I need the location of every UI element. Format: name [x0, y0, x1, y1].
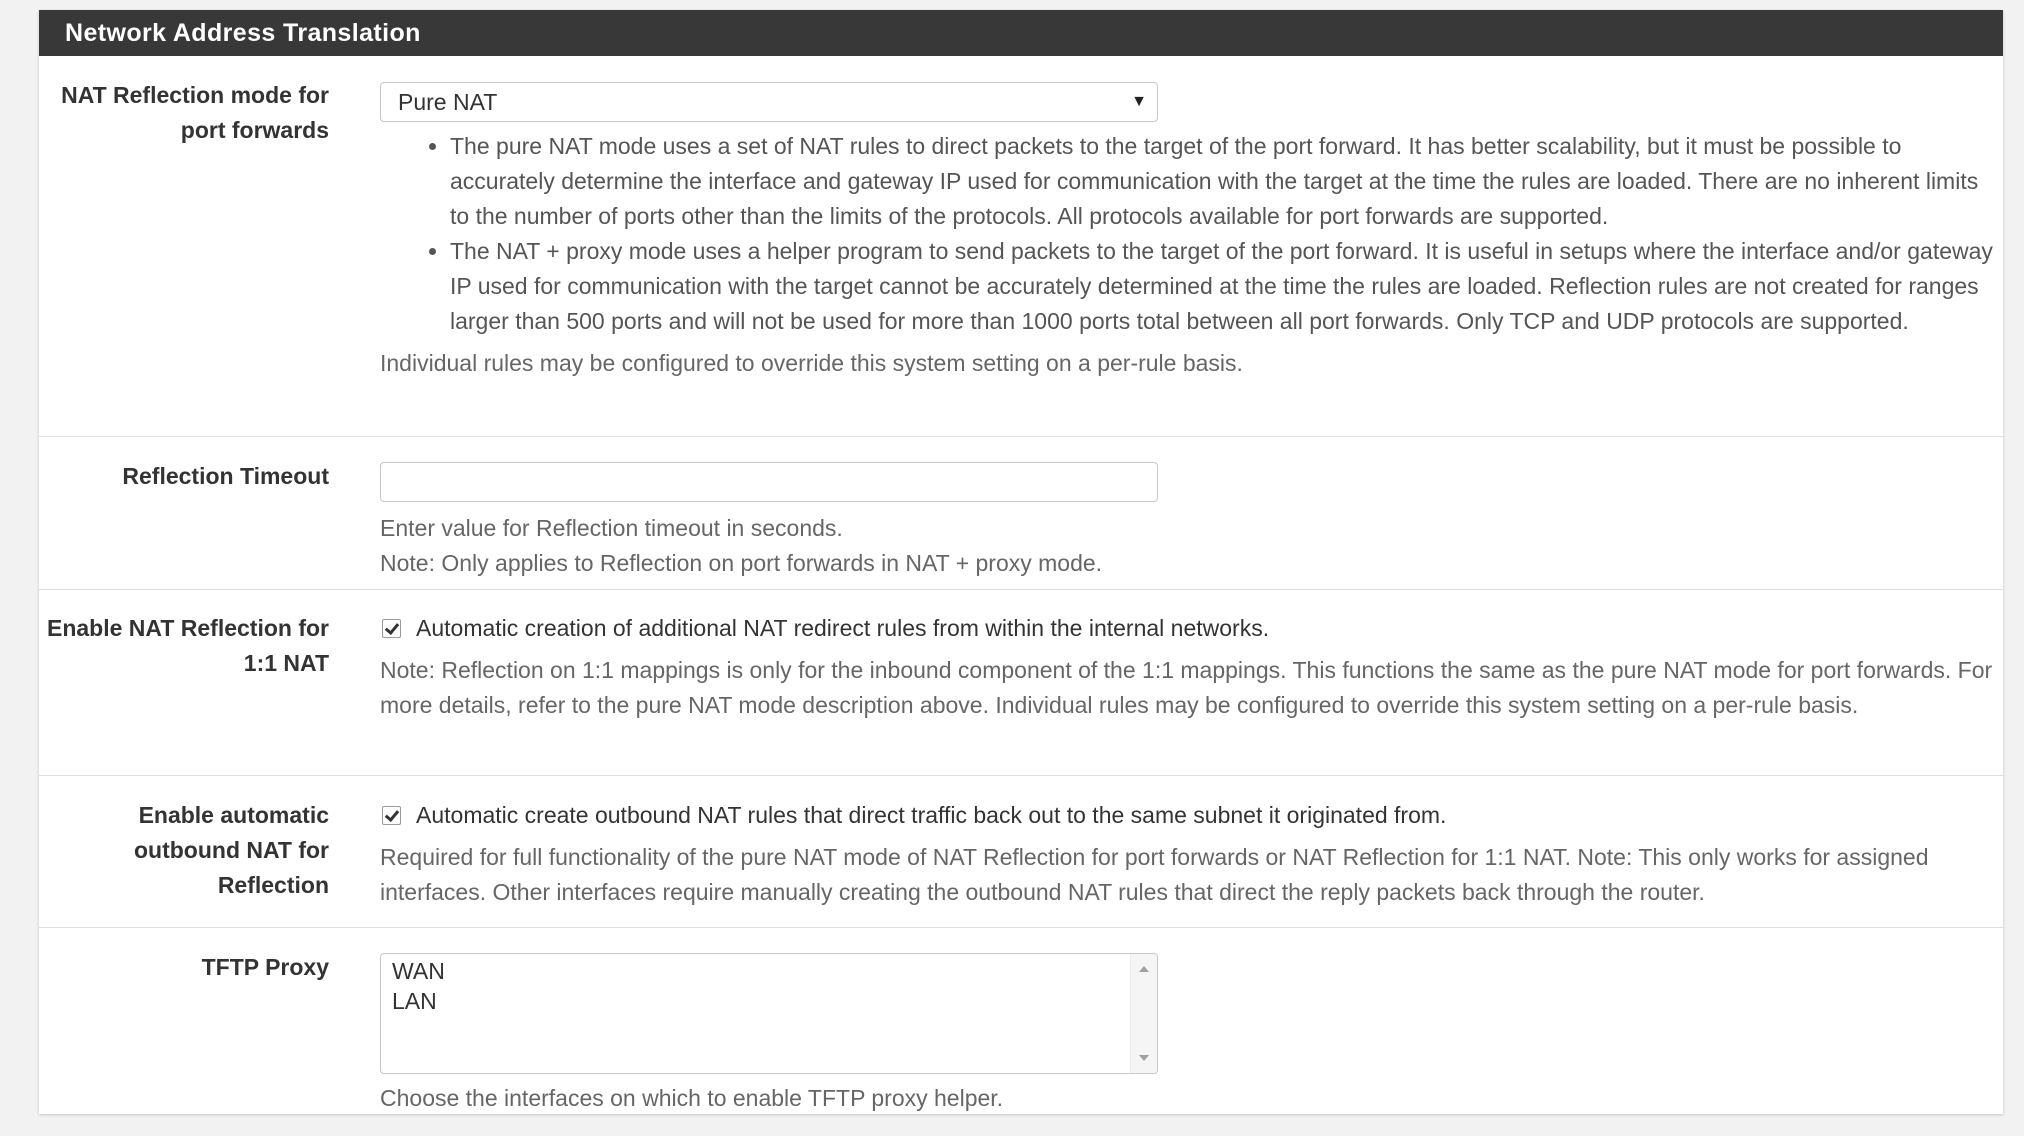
- tftp-proxy-label: TFTP Proxy: [201, 954, 329, 980]
- nat-reflection-1to1-option[interactable]: [380, 611, 1993, 646]
- label-line: Enable NAT Reflection for: [47, 615, 329, 641]
- label-line: Reflection: [217, 872, 329, 898]
- tftp-proxy-field: [380, 953, 1993, 1116]
- checkbox-label[interactable]: Automatic creation of additional NAT redirect rules from within the internal networks.: [416, 615, 1270, 641]
- checkmark-icon: [385, 620, 399, 635]
- scroll-up-icon[interactable]: [1139, 966, 1149, 972]
- auto-outbound-nat-field: [380, 798, 1993, 910]
- nat-panel: [39, 10, 2003, 1114]
- label-line: Enable automatic: [138, 802, 329, 828]
- label-line: port forwards: [180, 117, 329, 143]
- nat-reflection-1to1-checkbox[interactable]: [382, 619, 401, 638]
- nat-reflection-1to1-label: [39, 611, 329, 681]
- timeout-help-line: Enter value for Reflection timeout in seconds.: [380, 515, 843, 541]
- tftp-proxy-interface-list[interactable]: [380, 953, 1158, 1074]
- nat-reflection-mode-select[interactable]: [380, 82, 1158, 122]
- nat-reflection-mode-label: [39, 78, 329, 148]
- row-auto-outbound-nat: [39, 776, 2003, 928]
- row-nat-reflection-1to1: [39, 590, 2003, 776]
- reflection-timeout-label: Reflection Timeout: [122, 463, 329, 489]
- auto-outbound-nat-label: [39, 798, 329, 903]
- list-item[interactable]: LAN: [392, 988, 437, 1014]
- auto-outbound-nat-option[interactable]: [380, 798, 1993, 833]
- mode-help-text: Individual rules may be configured to override this system setting on a per-rule basis.: [380, 350, 1243, 376]
- row-nat-reflection-mode: [39, 56, 2003, 437]
- list-item: • The NAT + proxy mode uses a helper program to send packets to the target of the port forward. It is useful in setups where the interface and/or gateway IP used for communication with the target cannot be accurately determined at the time the rules are loaded. Reflection rules are not created for ranges larger than 500 ports and will not be used for more than 1000 ports total between all port forwards. Only TCP and UDP protocols are supported.: [450, 234, 1993, 339]
- list-item: • The pure NAT mode uses a set of NAT rules to direct packets to the target of the port forward. It has better scalability, but it must be possible to accurately determine the interface and gateway IP used for communication with the target at the time the rules are loaded. There are no inherent limits to the number of ports other than the limits of the protocols. All protocols available for port forwards are supported.: [450, 129, 1993, 234]
- label-line: outbound NAT for: [133, 837, 329, 863]
- reflection-timeout-field: [380, 462, 1993, 581]
- scrollbar[interactable]: [1130, 954, 1157, 1073]
- auto-outbound-nat-help: Required for full functionality of the pure NAT mode of NAT Reflection for port forwards or NAT Reflection for 1:1 NAT. Note: This only works for assigned interfaces. Other interfaces require manually creating the outbound NAT rules that direct the reply packets back through the router.: [380, 844, 1929, 905]
- mode-description-list: [380, 129, 1993, 339]
- select-value: Pure NAT: [398, 89, 498, 115]
- caret-down-icon: ▼: [1131, 93, 1147, 110]
- label-line: 1:1 NAT: [243, 650, 329, 676]
- row-reflection-timeout: [39, 437, 2003, 590]
- reflection-timeout-input[interactable]: [380, 462, 1158, 502]
- nat-reflection-mode-field: [380, 82, 1993, 381]
- scroll-down-icon[interactable]: [1139, 1055, 1149, 1061]
- nat-reflection-1to1-field: [380, 611, 1993, 723]
- tftp-proxy-help: Choose the interfaces on which to enable TFTP proxy helper.: [380, 1085, 1004, 1111]
- checkbox-label[interactable]: Automatic create outbound NAT rules that direct traffic back out to the same subnet it originated from.: [416, 802, 1447, 828]
- panel-title: Network Address Translation: [39, 10, 2003, 56]
- row-tftp-proxy: [39, 928, 2003, 1114]
- label-line: NAT Reflection mode for: [61, 82, 329, 108]
- auto-outbound-nat-checkbox[interactable]: [382, 806, 401, 825]
- nat-reflection-1to1-help: Note: Reflection on 1:1 mappings is only for the inbound component of the 1:1 mappings. This functions the same as the pure NAT mode for port forwards. For more details, refer to the pure NAT mode description above. Individual rules may be configured to override this system setting on a per-rule basis.: [380, 657, 1993, 718]
- list-item[interactable]: WAN: [392, 958, 445, 984]
- checkmark-icon: [385, 807, 399, 822]
- timeout-note-line: Note: Only applies to Reflection on port forwards in NAT + proxy mode.: [380, 550, 1103, 576]
